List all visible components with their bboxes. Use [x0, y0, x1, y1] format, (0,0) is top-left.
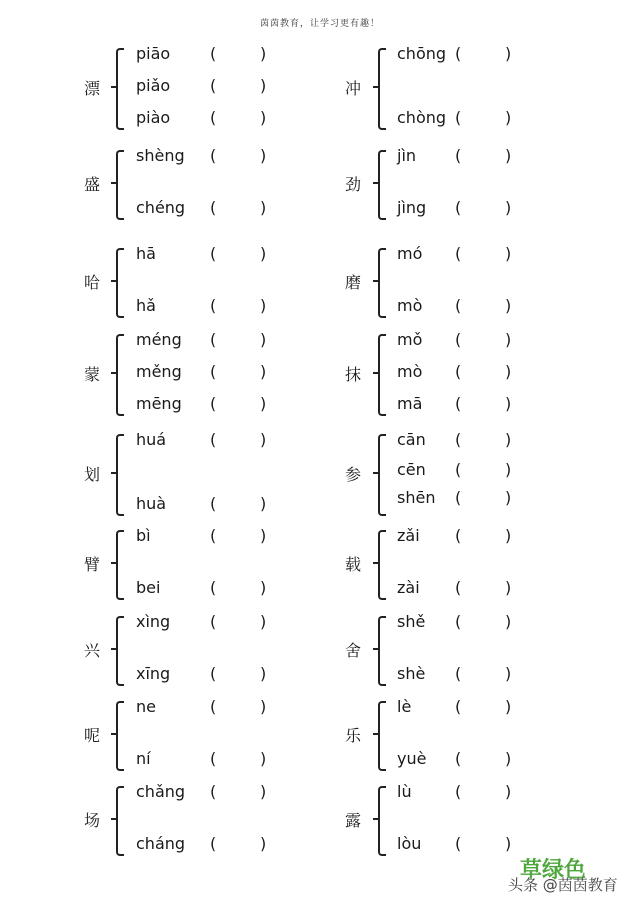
brace-point	[373, 733, 379, 735]
answer-paren-open[interactable]: (	[455, 146, 462, 165]
answer-paren-close[interactable]: )	[260, 296, 267, 315]
answer-paren-open[interactable]: (	[455, 430, 462, 449]
answer-paren-open[interactable]: (	[455, 198, 462, 217]
answer-paren-open[interactable]: (	[210, 494, 217, 513]
answer-paren-open[interactable]: (	[455, 782, 462, 801]
watermark-brand: 草绿色	[520, 858, 587, 883]
pinyin-reading: mó	[397, 244, 423, 263]
answer-paren-close[interactable]: )	[260, 578, 267, 597]
watermark-source: 头条 @茵茵教育	[508, 876, 618, 894]
pinyin-reading: shě	[397, 612, 426, 631]
answer-paren-close[interactable]: )	[260, 244, 267, 263]
answer-paren-open[interactable]: (	[455, 330, 462, 349]
answer-paren-open[interactable]: (	[455, 834, 462, 853]
pinyin-reading: jìng	[397, 198, 427, 217]
brace-point	[111, 182, 117, 184]
curly-brace	[116, 616, 124, 686]
hanzi-character: 抹	[345, 365, 362, 384]
brace-point	[111, 648, 117, 650]
pinyin-reading: piǎo	[136, 76, 171, 95]
answer-paren-open[interactable]: (	[455, 749, 462, 768]
pinyin-reading: zǎi	[397, 526, 420, 545]
answer-paren-close[interactable]: )	[505, 697, 512, 716]
hanzi-character: 露	[345, 811, 362, 830]
hanzi-character: 冲	[345, 79, 362, 98]
curly-brace	[378, 48, 386, 130]
answer-paren-close[interactable]: )	[260, 362, 267, 381]
pinyin-reading: chōng	[397, 44, 447, 63]
pinyin-reading: ne	[136, 697, 156, 716]
answer-paren-open[interactable]: (	[210, 430, 217, 449]
pinyin-reading: bei	[136, 578, 161, 597]
curly-brace	[378, 334, 386, 416]
answer-paren-close[interactable]: )	[505, 612, 512, 631]
hanzi-character: 载	[345, 555, 362, 574]
curly-brace	[116, 334, 124, 416]
answer-paren-open[interactable]: (	[455, 44, 462, 63]
answer-paren-open[interactable]: (	[210, 526, 217, 545]
hanzi-character: 参	[345, 465, 362, 484]
hanzi-character: 磨	[345, 273, 362, 292]
curly-brace	[116, 48, 124, 130]
answer-paren-open[interactable]: (	[210, 697, 217, 716]
answer-paren-open[interactable]: (	[210, 834, 217, 853]
answer-paren-open[interactable]: (	[455, 526, 462, 545]
answer-paren-close[interactable]: )	[505, 460, 512, 479]
curly-brace	[116, 248, 124, 318]
answer-paren-open[interactable]: (	[210, 664, 217, 683]
answer-paren-close[interactable]: )	[505, 488, 512, 507]
hanzi-character: 乐	[345, 726, 362, 745]
pinyin-reading: piāo	[136, 44, 171, 63]
answer-paren-open[interactable]: (	[455, 244, 462, 263]
answer-paren-close[interactable]: )	[260, 749, 267, 768]
pinyin-reading: hǎ	[136, 296, 156, 315]
curly-brace	[378, 530, 386, 600]
answer-paren-close[interactable]: )	[260, 526, 267, 545]
answer-paren-close[interactable]: )	[505, 108, 512, 127]
answer-paren-open[interactable]: (	[455, 612, 462, 631]
answer-paren-open[interactable]: (	[210, 296, 217, 315]
answer-paren-close[interactable]: )	[260, 834, 267, 853]
hanzi-character: 漂	[84, 79, 101, 98]
answer-paren-open[interactable]: (	[455, 578, 462, 597]
curly-brace	[378, 434, 386, 516]
brace-point	[373, 372, 379, 374]
curly-brace	[378, 248, 386, 318]
curly-brace	[116, 786, 124, 856]
answer-paren-open[interactable]: (	[210, 362, 217, 381]
pinyin-reading: hā	[136, 244, 156, 263]
hanzi-character: 呢	[84, 726, 101, 745]
brace-point	[373, 818, 379, 820]
pinyin-reading: cēn	[397, 460, 426, 479]
answer-paren-open[interactable]: (	[455, 394, 462, 413]
pinyin-reading: cháng	[136, 834, 186, 853]
answer-paren-close[interactable]: )	[260, 146, 267, 165]
answer-paren-open[interactable]: (	[210, 749, 217, 768]
brace-point	[373, 648, 379, 650]
answer-paren-open[interactable]: (	[455, 460, 462, 479]
answer-paren-close[interactable]: )	[260, 198, 267, 217]
pinyin-reading: mǒ	[397, 330, 423, 349]
hanzi-character: 劲	[345, 175, 362, 194]
answer-paren-close[interactable]: )	[505, 782, 512, 801]
brace-point	[111, 562, 117, 564]
answer-paren-close[interactable]: )	[505, 330, 512, 349]
curly-brace	[116, 701, 124, 771]
answer-paren-open[interactable]: (	[210, 330, 217, 349]
brace-point	[373, 182, 379, 184]
brace-point	[111, 733, 117, 735]
answer-paren-close[interactable]: )	[505, 430, 512, 449]
answer-paren-open[interactable]: (	[210, 782, 217, 801]
answer-paren-open[interactable]: (	[455, 697, 462, 716]
brace-point	[111, 86, 117, 88]
answer-paren-close[interactable]: )	[260, 612, 267, 631]
pinyin-reading: méng	[136, 330, 182, 349]
answer-paren-close[interactable]: )	[260, 697, 267, 716]
answer-paren-open[interactable]: (	[455, 108, 462, 127]
hanzi-character: 兴	[84, 641, 101, 660]
pinyin-reading: mò	[397, 296, 423, 315]
answer-paren-open[interactable]: (	[455, 296, 462, 315]
pinyin-reading: shè	[397, 664, 426, 683]
answer-paren-close[interactable]: )	[260, 76, 267, 95]
hanzi-character: 盛	[84, 175, 101, 194]
pinyin-reading: lè	[397, 697, 412, 716]
curly-brace	[378, 616, 386, 686]
pinyin-reading: chéng	[136, 198, 186, 217]
answer-paren-close[interactable]: )	[260, 430, 267, 449]
pinyin-reading: mā	[397, 394, 423, 413]
pinyin-reading: zài	[397, 578, 420, 597]
answer-paren-open[interactable]: (	[210, 244, 217, 263]
pinyin-reading: huá	[136, 430, 167, 449]
answer-paren-close[interactable]: )	[505, 394, 512, 413]
pinyin-reading: jìn	[397, 146, 417, 165]
hanzi-character: 舍	[345, 641, 362, 660]
pinyin-reading: shēn	[397, 488, 436, 507]
pinyin-reading: bì	[136, 526, 151, 545]
hanzi-character: 场	[84, 811, 101, 830]
answer-paren-open[interactable]: (	[455, 664, 462, 683]
pinyin-reading: lòu	[397, 834, 422, 853]
answer-paren-close[interactable]: )	[260, 108, 267, 127]
brace-point	[111, 472, 117, 474]
answer-paren-open[interactable]: (	[210, 578, 217, 597]
curly-brace	[116, 530, 124, 600]
pinyin-reading: měng	[136, 362, 182, 381]
pinyin-reading: shèng	[136, 146, 185, 165]
answer-paren-close[interactable]: )	[505, 146, 512, 165]
brace-point	[373, 472, 379, 474]
answer-paren-close[interactable]: )	[505, 362, 512, 381]
answer-paren-close[interactable]: )	[505, 296, 512, 315]
answer-paren-open[interactable]: (	[210, 76, 217, 95]
answer-paren-close[interactable]: )	[260, 330, 267, 349]
answer-paren-close[interactable]: )	[260, 44, 267, 63]
brace-point	[373, 86, 379, 88]
pinyin-reading: ní	[136, 749, 151, 768]
answer-paren-close[interactable]: )	[505, 749, 512, 768]
answer-paren-open[interactable]: (	[210, 44, 217, 63]
pinyin-reading: huà	[136, 494, 167, 513]
pinyin-reading: chòng	[397, 108, 447, 127]
curly-brace	[116, 434, 124, 516]
pinyin-reading: xīng	[136, 664, 171, 683]
answer-paren-close[interactable]: )	[505, 244, 512, 263]
answer-paren-close[interactable]: )	[505, 44, 512, 63]
answer-paren-open[interactable]: (	[210, 146, 217, 165]
hanzi-character: 蒙	[84, 365, 101, 384]
hanzi-character: 臂	[84, 555, 101, 574]
brace-point	[111, 818, 117, 820]
pinyin-reading: xìng	[136, 612, 171, 631]
page-header: 茵茵教育，让学习更有趣！	[259, 19, 380, 29]
pinyin-reading: cān	[397, 430, 426, 449]
answer-paren-close[interactable]: )	[260, 664, 267, 683]
answer-paren-open[interactable]: (	[210, 394, 217, 413]
pinyin-reading: piào	[136, 108, 171, 127]
brace-point	[373, 280, 379, 282]
curly-brace	[116, 150, 124, 220]
answer-paren-open[interactable]: (	[455, 362, 462, 381]
pinyin-reading: mò	[397, 362, 423, 381]
curly-brace	[378, 786, 386, 856]
answer-paren-close[interactable]: )	[505, 526, 512, 545]
pinyin-reading: yuè	[397, 749, 427, 768]
brace-point	[111, 372, 117, 374]
brace-point	[373, 562, 379, 564]
answer-paren-open[interactable]: (	[455, 488, 462, 507]
answer-paren-close[interactable]: )	[260, 782, 267, 801]
answer-paren-open[interactable]: (	[210, 108, 217, 127]
answer-paren-open[interactable]: (	[210, 198, 217, 217]
answer-paren-close[interactable]: )	[505, 198, 512, 217]
curly-brace	[378, 150, 386, 220]
curly-brace	[378, 701, 386, 771]
pinyin-reading: mēng	[136, 394, 182, 413]
pinyin-reading: chǎng	[136, 782, 186, 801]
answer-paren-close[interactable]: )	[505, 664, 512, 683]
answer-paren-close[interactable]: )	[260, 394, 267, 413]
answer-paren-close[interactable]: )	[505, 834, 512, 853]
pinyin-reading: lù	[397, 782, 412, 801]
answer-paren-close[interactable]: )	[505, 578, 512, 597]
answer-paren-close[interactable]: )	[260, 494, 267, 513]
hanzi-character: 哈	[84, 273, 101, 292]
answer-paren-open[interactable]: (	[210, 612, 217, 631]
hanzi-character: 划	[84, 465, 101, 484]
brace-point	[111, 280, 117, 282]
